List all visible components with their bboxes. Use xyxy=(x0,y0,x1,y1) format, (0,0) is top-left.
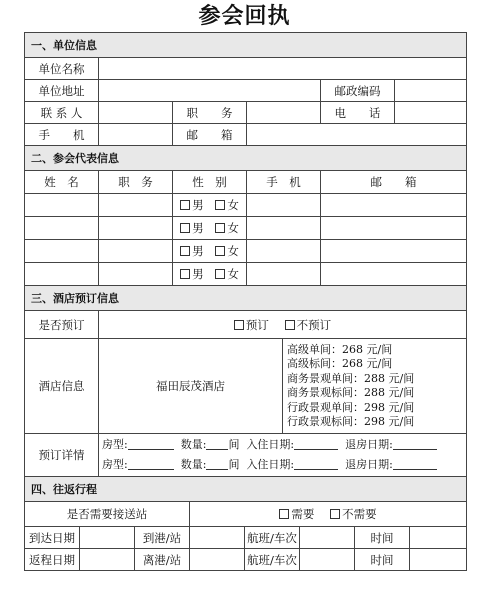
male-label: 男 xyxy=(192,198,204,212)
arrival-date-label: 到达日期 xyxy=(25,527,80,549)
unit-name-label: 单位名称 xyxy=(25,58,99,80)
booking-detail-line xyxy=(102,455,463,475)
phone-field[interactable] xyxy=(395,102,467,124)
room-price-list xyxy=(283,339,467,434)
checkin-label: 入住日期: xyxy=(246,438,295,451)
rep-position-field[interactable] xyxy=(99,194,173,217)
female-label: 女 xyxy=(227,244,239,258)
section-unit-info: 一、单位信息 xyxy=(25,33,467,58)
unit-address-label: 单位地址 xyxy=(25,80,99,102)
form-title: 参会回执 xyxy=(198,4,291,29)
rep-position-field[interactable] xyxy=(99,263,173,286)
reps-header-name: 姓 名 xyxy=(25,171,99,194)
pickup-options xyxy=(190,502,467,527)
rep-mobile-field[interactable] xyxy=(247,217,321,240)
contact-label: 联 系 人 xyxy=(25,102,99,124)
male-checkbox[interactable] xyxy=(180,246,190,256)
pickup-no-need-checkbox[interactable] xyxy=(330,509,340,519)
male-label: 男 xyxy=(192,221,204,235)
booking-no-checkbox[interactable] xyxy=(285,320,295,330)
reps-header-position: 职 务 xyxy=(99,171,173,194)
departure-flight-field[interactable] xyxy=(300,549,355,571)
price-item: 商务景观标间：288 元/间 xyxy=(287,386,415,399)
checkin-blank[interactable] xyxy=(294,439,338,450)
rep-mobile-field[interactable] xyxy=(247,194,321,217)
mobile-field[interactable] xyxy=(99,124,173,146)
reps-header-mobile: 手 机 xyxy=(247,171,321,194)
email-field[interactable] xyxy=(247,124,467,146)
quantity-label: 数量: xyxy=(180,438,207,451)
checkin-blank[interactable] xyxy=(294,459,338,470)
arrival-flight-label: 航班/车次 xyxy=(245,527,300,549)
rep-name-field[interactable] xyxy=(25,194,99,217)
rep-email-field[interactable] xyxy=(321,194,467,217)
departure-flight-label: 航班/车次 xyxy=(245,549,300,571)
rep-name-field[interactable] xyxy=(25,240,99,263)
rep-mobile-field[interactable] xyxy=(247,263,321,286)
arrival-flight-field[interactable] xyxy=(300,527,355,549)
female-label: 女 xyxy=(227,267,239,281)
female-label: 女 xyxy=(227,221,239,235)
departure-station-field[interactable] xyxy=(190,549,245,571)
rep-gender-options xyxy=(173,240,247,263)
reps-table xyxy=(24,145,467,286)
mobile-label: 手 机 xyxy=(25,124,99,146)
price-item: 高级标间：268 元/间 xyxy=(287,357,393,370)
table-row xyxy=(25,217,467,240)
departure-time-field[interactable] xyxy=(410,549,467,571)
booking-detail-line xyxy=(102,435,463,455)
position-label: 职 务 xyxy=(173,102,247,124)
position-field[interactable] xyxy=(247,102,321,124)
travel-table xyxy=(24,476,467,571)
female-checkbox[interactable] xyxy=(215,269,225,279)
rep-mobile-field[interactable] xyxy=(247,240,321,263)
room-unit: 间 xyxy=(228,438,240,451)
checkin-label: 入住日期: xyxy=(246,458,295,471)
rep-position-field[interactable] xyxy=(99,240,173,263)
hotel-name: 福田辰茂酒店 xyxy=(99,339,283,434)
contact-field[interactable] xyxy=(99,102,173,124)
rep-email-field[interactable] xyxy=(321,263,467,286)
checkout-label: 退房日期: xyxy=(345,458,393,471)
room-type-label: 房型: xyxy=(102,438,128,451)
departure-date-field[interactable] xyxy=(80,549,135,571)
section-reps: 二、参会代表信息 xyxy=(25,146,467,171)
arrival-station-field[interactable] xyxy=(190,527,245,549)
rep-email-field[interactable] xyxy=(321,240,467,263)
email-label: 邮 箱 xyxy=(173,124,247,146)
rep-name-field[interactable] xyxy=(25,263,99,286)
booking-no-label: 不预订 xyxy=(296,317,332,332)
reps-header-email: 邮 箱 xyxy=(321,171,467,194)
female-checkbox[interactable] xyxy=(215,246,225,256)
table-row xyxy=(25,240,467,263)
rep-email-field[interactable] xyxy=(321,217,467,240)
postcode-field[interactable] xyxy=(395,80,467,102)
booking-yes-checkbox[interactable] xyxy=(234,320,244,330)
arrival-station-label: 到港/站 xyxy=(135,527,190,549)
unit-address-field[interactable] xyxy=(99,80,321,102)
departure-station-label: 离港/站 xyxy=(135,549,190,571)
female-checkbox[interactable] xyxy=(215,200,225,210)
unit-info-table xyxy=(24,32,467,146)
quantity-blank[interactable] xyxy=(206,439,228,450)
female-checkbox[interactable] xyxy=(215,223,225,233)
male-checkbox[interactable] xyxy=(180,269,190,279)
pickup-need-label: 需要 xyxy=(291,507,315,521)
quantity-label: 数量: xyxy=(180,458,207,471)
table-row xyxy=(25,194,467,217)
rep-gender-options xyxy=(173,263,247,286)
rep-gender-options xyxy=(173,194,247,217)
reply-form xyxy=(24,32,466,571)
room-type-label: 房型: xyxy=(102,458,128,471)
male-label: 男 xyxy=(192,244,204,258)
phone-label: 电 话 xyxy=(321,102,395,124)
room-type-blank[interactable] xyxy=(128,459,174,470)
rep-position-field[interactable] xyxy=(99,217,173,240)
rep-name-field[interactable] xyxy=(25,217,99,240)
checkout-blank[interactable] xyxy=(393,439,437,450)
checkout-label: 退房日期: xyxy=(345,438,393,451)
male-label: 男 xyxy=(192,267,204,281)
unit-name-field[interactable] xyxy=(99,58,467,80)
hotel-table xyxy=(24,285,467,477)
room-unit: 间 xyxy=(228,458,240,471)
female-label: 女 xyxy=(227,198,239,212)
male-checkbox[interactable] xyxy=(180,200,190,210)
checkout-blank[interactable] xyxy=(393,459,437,470)
rep-gender-options xyxy=(173,217,247,240)
pickup-need-checkbox[interactable] xyxy=(279,509,289,519)
pickup-no-need-label: 不需要 xyxy=(342,507,377,521)
price-item: 高级单间：268 元/间 xyxy=(287,342,393,356)
booking-label: 是否预订 xyxy=(25,311,99,339)
pickup-label: 是否需要接送站 xyxy=(25,502,190,527)
departure-date-label: 返程日期 xyxy=(25,549,80,571)
room-type-blank[interactable] xyxy=(128,439,174,450)
postcode-label: 邮政编码 xyxy=(321,80,395,102)
table-row xyxy=(25,263,467,286)
price-item: 行政景观标间：298 元/间 xyxy=(287,415,415,428)
booking-yes-label: 预订 xyxy=(245,317,269,332)
hotel-info-label: 酒店信息 xyxy=(25,339,99,434)
arrival-time-field[interactable] xyxy=(410,527,467,549)
booking-details xyxy=(99,434,467,477)
arrival-time-label: 时间 xyxy=(355,527,410,549)
quantity-blank[interactable] xyxy=(206,459,228,470)
price-item: 商务景观单间：288 元/间 xyxy=(287,371,415,385)
departure-time-label: 时间 xyxy=(355,549,410,571)
section-travel: 四、往返行程 xyxy=(25,477,467,502)
male-checkbox[interactable] xyxy=(180,223,190,233)
booking-details-label: 预订详情 xyxy=(25,434,99,477)
price-item: 行政景观单间：298 元/间 xyxy=(287,400,415,414)
reps-header-gender: 性 别 xyxy=(173,171,247,194)
section-hotel: 三、酒店预订信息 xyxy=(25,286,467,311)
booking-options xyxy=(99,311,467,339)
arrival-date-field[interactable] xyxy=(80,527,135,549)
